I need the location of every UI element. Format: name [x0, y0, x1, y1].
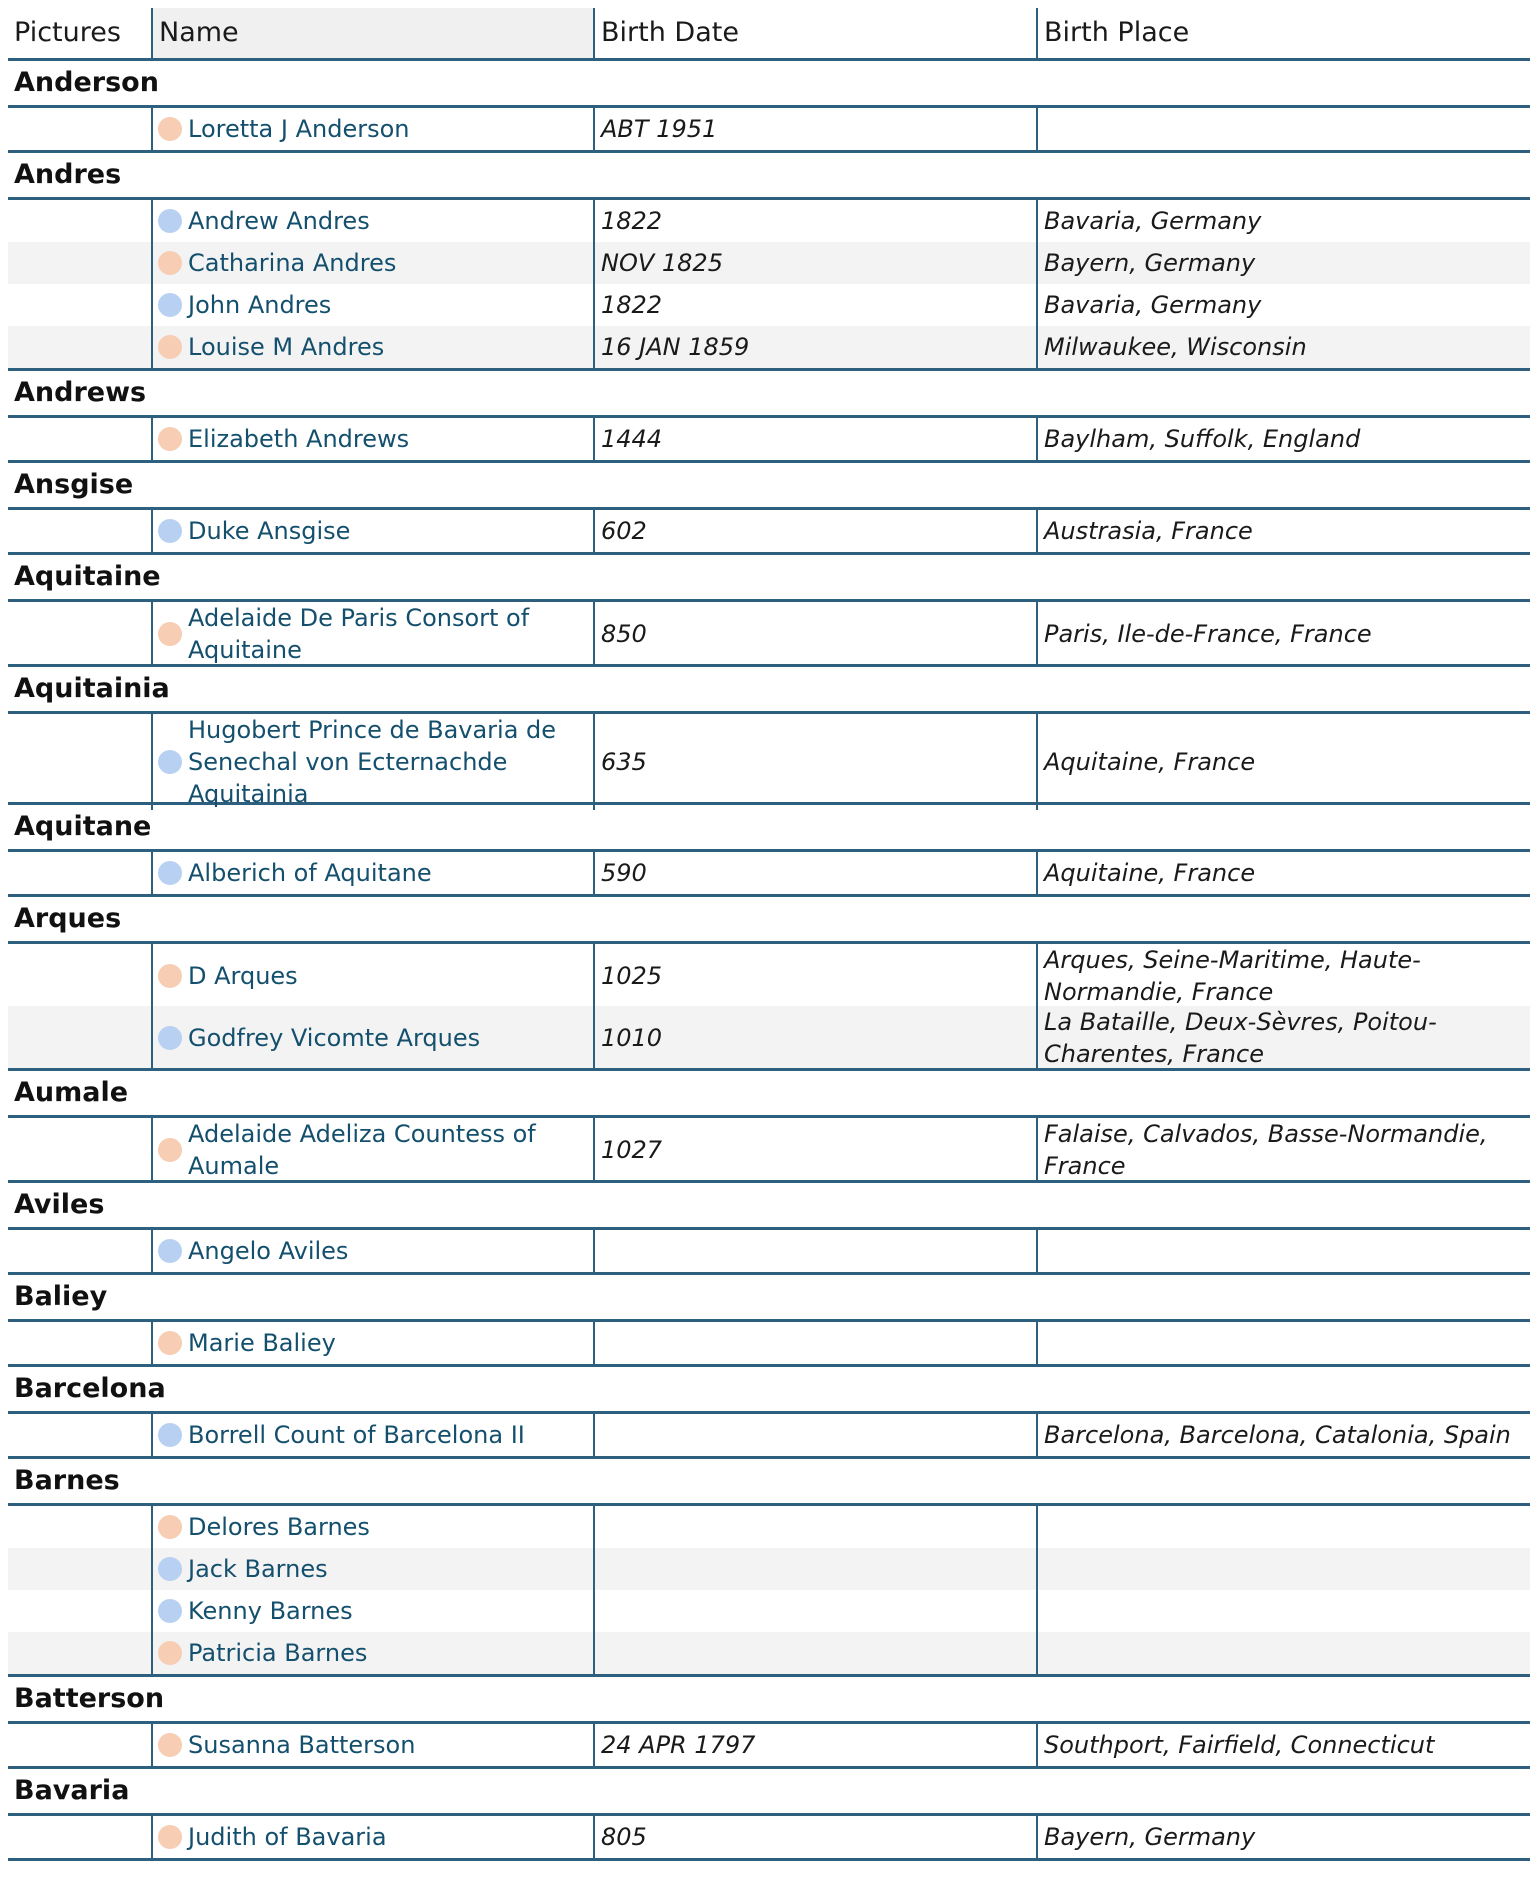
surname-rows [8, 602, 1530, 667]
table-row [8, 1590, 1530, 1632]
table-row [8, 510, 1530, 552]
surname-rows [8, 1724, 1530, 1769]
female-gender-icon [158, 1825, 182, 1849]
person-name-link[interactable]: Marie Baliey [188, 1329, 336, 1357]
person-name-link[interactable]: Alberich of Aquitane [188, 859, 432, 887]
female-gender-icon [158, 1515, 182, 1539]
picture-cell [8, 510, 151, 552]
male-gender-icon [158, 209, 182, 233]
surname-group [8, 1459, 1530, 1677]
birth-date-cell: 602 [593, 510, 1036, 552]
table-row [8, 602, 1530, 664]
surname-heading: Arques [8, 897, 1530, 944]
name-cell [151, 1322, 593, 1364]
table-row [8, 1724, 1530, 1766]
birth-place-cell: La Bataille, Deux-Sèvres, Poitou-Charentes, France [1036, 1006, 1530, 1070]
surname-heading: Aquitane [8, 805, 1530, 852]
birth-date-cell: NOV 1825 [593, 242, 1036, 284]
person-name-link[interactable]: Andrew Andres [188, 207, 370, 235]
table-row [8, 714, 1530, 808]
birth-place-cell: Milwaukee, Wisconsin [1036, 326, 1530, 368]
picture-cell [8, 1724, 151, 1766]
surname-heading: Aumale [8, 1071, 1530, 1118]
person-name-link[interactable]: Borrell Count of Barcelona II [188, 1421, 525, 1449]
female-gender-icon [158, 1331, 182, 1355]
people-table [8, 8, 1530, 1861]
picture-cell [8, 1118, 151, 1182]
surname-rows [8, 1816, 1530, 1861]
surname-group [8, 153, 1530, 371]
birth-place-cell: Bayern, Germany [1036, 1816, 1530, 1858]
table-row [8, 852, 1530, 894]
birth-place-cell: Falaise, Calvados, Basse-Normandie, France [1036, 1118, 1530, 1182]
birth-place-cell [1036, 1548, 1530, 1590]
column-header-name[interactable]: Name [151, 8, 593, 58]
female-gender-icon [158, 1641, 182, 1665]
table-row [8, 1414, 1530, 1456]
name-cell [151, 284, 593, 326]
surname-group [8, 555, 1530, 667]
birth-place-cell: Arques, Seine-Maritime, Haute-Normandie, France [1036, 944, 1530, 1008]
surname-group [8, 61, 1530, 153]
person-name-link[interactable]: Jack Barnes [188, 1555, 328, 1583]
female-gender-icon [158, 622, 182, 646]
surname-rows [8, 852, 1530, 897]
surname-heading: Ansgise [8, 463, 1530, 510]
male-gender-icon [158, 1239, 182, 1263]
name-cell [151, 1414, 593, 1456]
table-row [8, 200, 1530, 242]
surname-rows [8, 1414, 1530, 1459]
name-cell [151, 1506, 593, 1548]
name-cell [151, 1006, 593, 1070]
surname-rows [8, 200, 1530, 371]
birth-date-cell: 635 [593, 714, 1036, 810]
name-cell [151, 944, 593, 1008]
table-row [8, 1632, 1530, 1674]
birth-place-cell [1036, 1322, 1530, 1364]
picture-cell [8, 1816, 151, 1858]
picture-cell [8, 284, 151, 326]
birth-date-cell: 590 [593, 852, 1036, 894]
surname-group [8, 1183, 1530, 1275]
name-cell [151, 1724, 593, 1766]
picture-cell [8, 852, 151, 894]
person-name-link[interactable]: D Arques [188, 962, 298, 990]
male-gender-icon [158, 519, 182, 543]
table-row [8, 108, 1530, 150]
person-name-link[interactable]: Hugobert Prince de Bavaria de Senechal von Ecternachde Aquitainia [188, 716, 557, 808]
birth-date-cell: 1027 [593, 1118, 1036, 1182]
male-gender-icon [158, 861, 182, 885]
birth-date-cell: 24 APR 1797 [593, 1724, 1036, 1766]
table-row [8, 1548, 1530, 1590]
surname-group [8, 805, 1530, 897]
table-row [8, 1118, 1530, 1180]
birth-date-cell [593, 1414, 1036, 1456]
picture-cell [8, 714, 151, 810]
female-gender-icon [158, 335, 182, 359]
surname-rows [8, 1322, 1530, 1367]
birth-date-cell: ABT 1951 [593, 108, 1036, 150]
female-gender-icon [158, 1733, 182, 1757]
birth-place-cell: Baylham, Suffolk, England [1036, 418, 1530, 460]
birth-date-cell: 1822 [593, 284, 1036, 326]
picture-cell [8, 418, 151, 460]
picture-cell [8, 1414, 151, 1456]
surname-heading: Andres [8, 153, 1530, 200]
column-header-pictures[interactable]: Pictures [8, 8, 151, 58]
surname-heading: Aviles [8, 1183, 1530, 1230]
picture-cell [8, 1006, 151, 1070]
surname-heading: Aquitainia [8, 667, 1530, 714]
male-gender-icon [158, 1026, 182, 1050]
table-header [8, 8, 1530, 61]
surname-group [8, 463, 1530, 555]
birth-date-cell [593, 1590, 1036, 1632]
surname-rows [8, 1230, 1530, 1275]
birth-date-cell [593, 1506, 1036, 1548]
name-cell [151, 108, 593, 150]
surname-heading: Andrews [8, 371, 1530, 418]
male-gender-icon [158, 293, 182, 317]
picture-cell [8, 200, 151, 242]
surname-rows [8, 108, 1530, 153]
table-row [8, 326, 1530, 368]
surname-rows [8, 714, 1530, 808]
table-row [8, 1006, 1530, 1068]
surname-rows [8, 510, 1530, 555]
person-name-link[interactable]: Elizabeth Andrews [188, 425, 410, 453]
person-name-link[interactable]: Kenny Barnes [188, 1597, 353, 1625]
name-cell [151, 510, 593, 552]
name-cell [151, 1118, 593, 1182]
person-name-link[interactable]: Godfrey Vicomte Arques [188, 1024, 481, 1052]
column-header-birth-place[interactable]: Birth Place [1036, 8, 1530, 58]
picture-cell [8, 944, 151, 1008]
table-row [8, 242, 1530, 284]
picture-cell [8, 602, 151, 666]
surname-rows [8, 944, 1530, 1071]
birth-place-cell: Bayern, Germany [1036, 242, 1530, 284]
surname-heading: Barcelona [8, 1367, 1530, 1414]
birth-date-cell [593, 1322, 1036, 1364]
male-gender-icon [158, 750, 182, 774]
female-gender-icon [158, 964, 182, 988]
person-name-link[interactable]: Louise M Andres [188, 333, 385, 361]
female-gender-icon [158, 427, 182, 451]
picture-cell [8, 242, 151, 284]
surname-heading: Baliey [8, 1275, 1530, 1322]
birth-date-cell: 1010 [593, 1006, 1036, 1070]
person-name-link[interactable]: Adelaide Adeliza Countess of Aumale [188, 1120, 536, 1180]
person-name-link[interactable]: Adelaide De Paris Consort of Aquitaine [188, 604, 530, 664]
name-cell [151, 602, 593, 666]
birth-place-cell [1036, 108, 1530, 150]
person-name-link[interactable]: John Andres [188, 291, 332, 319]
birth-date-cell [593, 1230, 1036, 1272]
birth-place-cell: Aquitaine, France [1036, 852, 1530, 894]
female-gender-icon [158, 1138, 182, 1162]
birth-date-cell: 1444 [593, 418, 1036, 460]
person-name-link[interactable]: Patricia Barnes [188, 1639, 368, 1667]
female-gender-icon [158, 251, 182, 275]
birth-date-cell: 850 [593, 602, 1036, 666]
birth-place-cell: Paris, Ile-de-France, France [1036, 602, 1530, 666]
name-cell [151, 1548, 593, 1590]
surname-rows [8, 1506, 1530, 1677]
name-cell [151, 200, 593, 242]
birth-place-cell [1036, 1590, 1530, 1632]
table-row [8, 1230, 1530, 1272]
surname-heading: Anderson [8, 61, 1530, 108]
name-cell [151, 1230, 593, 1272]
birth-date-cell: 805 [593, 1816, 1036, 1858]
male-gender-icon [158, 1599, 182, 1623]
person-name-link[interactable]: Duke Ansgise [188, 517, 351, 545]
picture-cell [8, 326, 151, 368]
birth-place-cell: Barcelona, Barcelona, Catalonia, Spain [1036, 1414, 1530, 1456]
picture-cell [8, 108, 151, 150]
birth-place-cell: Austrasia, France [1036, 510, 1530, 552]
table-row [8, 1506, 1530, 1548]
male-gender-icon [158, 1557, 182, 1581]
name-cell [151, 1816, 593, 1858]
table-row [8, 944, 1530, 1006]
person-name-link[interactable]: Susanna Batterson [188, 1731, 416, 1759]
surname-group [8, 1677, 1530, 1769]
person-name-link[interactable]: Catharina Andres [188, 249, 397, 277]
table-row [8, 284, 1530, 326]
name-cell [151, 326, 593, 368]
table-row [8, 1816, 1530, 1858]
surname-heading: Aquitaine [8, 555, 1530, 602]
name-cell [151, 418, 593, 460]
name-cell [151, 714, 593, 810]
table-row [8, 1322, 1530, 1364]
birth-date-cell [593, 1548, 1036, 1590]
birth-date-cell: 16 JAN 1859 [593, 326, 1036, 368]
picture-cell [8, 1548, 151, 1590]
surname-heading: Bavaria [8, 1769, 1530, 1816]
column-header-birth-date[interactable]: Birth Date [593, 8, 1036, 58]
surname-heading: Batterson [8, 1677, 1530, 1724]
table-row [8, 418, 1530, 460]
surname-group [8, 1367, 1530, 1459]
surname-group [8, 667, 1530, 808]
birth-date-cell [593, 1632, 1036, 1674]
birth-place-cell: Southport, Fairfield, Connecticut [1036, 1724, 1530, 1766]
name-cell [151, 1632, 593, 1674]
name-cell [151, 852, 593, 894]
surname-group [8, 1769, 1530, 1861]
surname-group [8, 1071, 1530, 1183]
birth-place-cell: Aquitaine, France [1036, 714, 1530, 810]
picture-cell [8, 1506, 151, 1548]
person-name-link[interactable]: Angelo Aviles [188, 1237, 349, 1265]
person-name-link[interactable]: Judith of Bavaria [188, 1823, 387, 1851]
person-name-link[interactable]: Loretta J Anderson [188, 115, 410, 143]
male-gender-icon [158, 1423, 182, 1447]
surname-group [8, 371, 1530, 463]
birth-place-cell [1036, 1230, 1530, 1272]
surname-group [8, 897, 1530, 1071]
name-cell [151, 242, 593, 284]
picture-cell [8, 1590, 151, 1632]
picture-cell [8, 1632, 151, 1674]
surname-groups [8, 61, 1530, 1861]
birth-place-cell [1036, 1506, 1530, 1548]
surname-heading: Barnes [8, 1459, 1530, 1506]
birth-place-cell: Bavaria, Germany [1036, 200, 1530, 242]
birth-place-cell: Bavaria, Germany [1036, 284, 1530, 326]
birth-date-cell: 1025 [593, 944, 1036, 1008]
surname-rows [8, 1118, 1530, 1183]
birth-place-cell [1036, 1632, 1530, 1674]
birth-date-cell: 1822 [593, 200, 1036, 242]
picture-cell [8, 1322, 151, 1364]
person-name-link[interactable]: Delores Barnes [188, 1513, 370, 1541]
name-cell [151, 1590, 593, 1632]
picture-cell [8, 1230, 151, 1272]
female-gender-icon [158, 117, 182, 141]
surname-rows [8, 418, 1530, 463]
surname-group [8, 1275, 1530, 1367]
